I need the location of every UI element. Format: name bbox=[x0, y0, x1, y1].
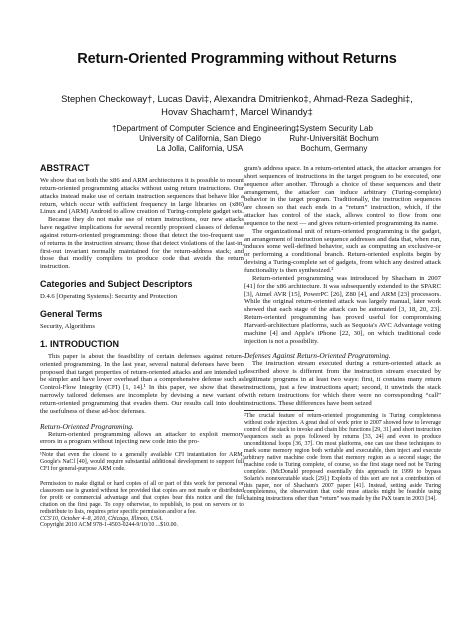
general-terms-heading: General Terms bbox=[40, 308, 103, 319]
affiliation-line: ‡System Security Lab bbox=[295, 124, 373, 133]
affiliation-line: †Department of Computer Science and Engineering bbox=[112, 124, 296, 133]
author-list bbox=[0, 92, 474, 118]
footnote-rule bbox=[40, 449, 110, 450]
body-paragraph: Return-oriented programming was introduced by Shacham in 2007 [41] for the x86 architecture. It was subsequently extended to the SPARC [3], Atmel AVR [15], PowerPC [26], Z80 [4], and ARM [23] processors. While the original return-oriented attack was largely manual, later work showed that each stage of the attack can be automated [3, 18, 20, 23]. Return-oriented programming has proved useful for compromising Harvard-architecture platforms, such as Sequoia's AVC Advantage voting machine [4] and Apple's iPhone [22, 30], on which traditional code injection is not a possibility. bbox=[244, 274, 441, 345]
body-paragraph: gram's address space. In a return-oriented attack, the attacker arranges for short sequences of instructions in the target program to be executed, one sequence after another. Through a choice of these sequences and their arrangement, the attacker can induce arbitrary (Turing-complete) behavior in the target program. Traditionally, the instruction sequences are chosen so that each ends in a “return” instruction, which, if the attacker has control of the stack, allows control to flow from one sequence to the next — and gives return-oriented programming its name. bbox=[244, 165, 441, 227]
affiliation-ucsd bbox=[112, 124, 296, 154]
author-line-2: Hovav Shacham†, Marcel Winandy‡ bbox=[161, 106, 313, 117]
footnote-rule bbox=[244, 410, 314, 411]
affiliation-line: University of California, San Diego bbox=[139, 134, 261, 143]
footnote-1: ¹Note that even the closest to a generally available CFI instantiation for ARM, Google's NaCl [40], would require substantial additional development to support full CFI for general-purpose ARM code. bbox=[40, 452, 244, 473]
introduction-paragraph: This paper is about the feasibility of certain defenses against return-oriented programming. In the last year, several natural defenses have been proposed that target properties of return-oriented attacks and are intended to be simpler and have lower overhead than a comprehensive defense such as Control-Flow Integrity (CFI) [1, 14].¹ In this paper, we show that these narrowly tailored defenses are incomplete by devising a new variant of return-oriented programming that evades them. Our results call into doubt the usefulness of these ad-hoc defenses. bbox=[40, 352, 244, 415]
affiliation-bochum bbox=[280, 124, 388, 154]
abstract-paragraph: We show that on both the x86 and ARM architectures it is possible to mount return-oriented programming attacks without using return instructions. Our attacks instead make use of certain instruction sequences that behave like a return, which occur with sufficient frequency in large libraries on (x86) Linux and (ARM) Android to allow creation of Turing-complete gadget sets. bbox=[40, 177, 244, 216]
paper-title: Return-Oriented Programming without Returns bbox=[77, 51, 397, 67]
body-paragraph: The instruction stream executed during a return-oriented attack as described above is different from the instruction stream executed by legitimate programs in at least two ways: first, it contains many return instructions, just a few instructions apart; second, it unwinds the stack with return instructions for which there were no corresponding “call” instructions. These differences have been seized bbox=[244, 360, 441, 407]
categories-heading: Categories and Subject Descriptors bbox=[40, 279, 193, 290]
rop-paragraph: Return-oriented programming allows an attacker to exploit memory errors in a program without injecting new code into the pro- bbox=[40, 430, 244, 446]
affiliation-line: La Jolla, California, USA bbox=[156, 144, 244, 153]
conference-text: CCS'10, October 4–8, 2010, Chicago, Illinois, USA. bbox=[40, 515, 163, 522]
defenses-subheading: Defenses Against Return-Oriented Programming. bbox=[244, 351, 391, 361]
abstract-paragraph: Because they do not make use of return instructions, our new attacks have negative implications for several recently proposed classes of defense against return-oriented programming: those that detect the too-frequent use of returns in the instruction stream; those that detect violations of the last-in, first-out invariant normally maintained for the return-address stack; and those that modify compilers to produce code that avoids the return instruction. bbox=[40, 216, 244, 271]
permission-notice: Permission to make digital or hard copies of all or part of this work for personal or classroom use is granted without fee provided that copies are not made or distributed for profit or commercial advantage and that copies bear this notice and the full citation on the first page. To copy otherwise, to republish, to post on servers or to redistribute to lists, requires prior specific permission and/or a fee. bbox=[40, 480, 244, 515]
copyright-notice: Copyright 2010 ACM 978-1-4503-0244-9/10/10 ...$10.00. bbox=[40, 522, 178, 529]
author-line-1: Stephen Checkoway†, Lucas Davi‡, Alexandra Dmitrienko‡, Ahmad-Reza Sadeghi‡, bbox=[61, 93, 413, 104]
rop-subheading: Return-Oriented Programming. bbox=[40, 421, 134, 431]
left-column bbox=[40, 163, 244, 529]
affiliation-line: Ruhr-Universität Bochum bbox=[289, 134, 379, 143]
affiliation-line: Bochum, Germany bbox=[300, 144, 368, 153]
categories-text: D.4.6 [Operating Systems]: Security and Protection bbox=[40, 293, 178, 301]
body-paragraph: The organizational unit of return-oriented programming is the gadget, an arrangement of instruction sequence addresses and data that, when run, induces some well-defined behavior, such as computing an exclusive-or or performing a conditional branch. Return-oriented exploits begin by devising a Turing-complete set of gadgets, from which any desired attack functionality is then synthesized.² bbox=[244, 227, 441, 274]
right-column bbox=[244, 165, 441, 503]
footnote-2: ²The crucial feature of return-oriented programming is Turing completeness without code injection. A great deal of work prior to 2007 showed how to leverage control of the stack to invoke and chain libc functions [29, 31] and short instruction sequences such as pops followed by returns [33, 24] and even to produce unconditional loops [36, 37]. On most platforms, one can use these techniques to mark some memory region both writable and executable, then inject and execute arbitrary native machine code from that memory region as a second stage; the machine code is Turing complete, of course, so the first stage need not be Turing complete. (McDonald proposed essentially this approach in 1999 to bypass Solaris's nonexecutable stack [29].) Exploits of this sort are not a contribution of this paper, nor of Shacham's 2007 paper [41]. Instead, setting aside Turing completeness, the observation that code reuse attacks might be feasible using chaining instructions other than “return” was made by the PaX team in 2003 [34]. bbox=[244, 413, 441, 503]
introduction-heading: 1. INTRODUCTION bbox=[40, 338, 120, 349]
general-terms-text: Security, Algorithms bbox=[40, 322, 95, 330]
abstract-heading: ABSTRACT bbox=[40, 163, 90, 173]
